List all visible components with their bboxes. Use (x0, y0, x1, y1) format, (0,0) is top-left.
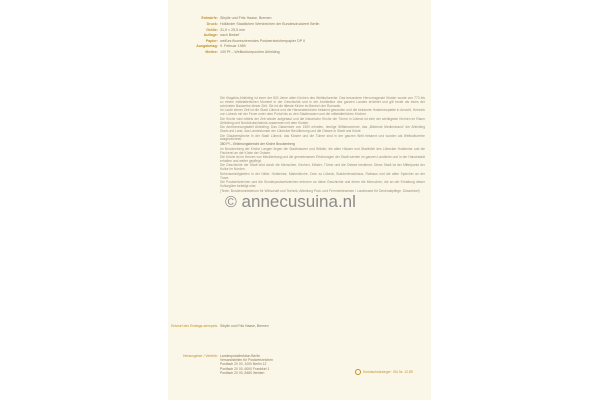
section-subheading: 350 Pf – Erfahrungsbericht der Kirche Brockenberg (220, 142, 295, 147)
header-label: Ausgabetag: (196, 44, 218, 48)
header-label: Papier: (205, 39, 218, 43)
body-paragraph: Die Glaubenskirche in der Stadt Lübeck, das Kloster und die Türme sind in der ganzen Welt bekannt und wurden als Weltkulturerbe ausgezeichnet. (220, 133, 425, 142)
stamp-text: Kunstschutzsiegel · BU Nr. 12.89 (363, 369, 413, 374)
header-label: Entwürfe: (201, 16, 218, 20)
header-value: weißes fluoreszierendes Postwertzeichenpapier DP II (220, 39, 306, 43)
source-caption: (Texte: Bundesministerium für Wirtschaft und Technik, Abteilung Post- und Fernmeldewesen / Landesamt für Denkmalpflege, Düsseldorf) (220, 188, 420, 193)
body-text (220, 97, 425, 194)
body-paragraph: Die Kirche ist im Herzen von Mecklenburg und die gemeinsamen Erfahrungen der Stadt werden im ganzen Landkreis und in der Hansestadt erhalten und weiter gepflegt. (220, 155, 425, 163)
seal-icon (355, 369, 361, 375)
header-label: Motive: (205, 50, 218, 54)
header-value: 9. Februar 1989 (220, 44, 246, 48)
body-paragraph: Die Kirche wird mittels der Zeit wieder aufgebaut und die historische Kirche der Türme in Lübeck ist eine der wichtigsten Kirchen im Raum Ahlelding und Norddeutschlands zusammen mit dem Kloster. (220, 116, 425, 125)
publisher-label: Herausgeber / Vertrieb: (182, 354, 218, 358)
header-value: nach Bedarf (220, 33, 240, 37)
header-value: 100 Pf – Weltkulturepochen Ahlelding (220, 50, 280, 54)
header-value: 31,9 × 25,5 mm (220, 28, 246, 32)
header-label: Größe: (206, 28, 218, 32)
watermark-text: annecusuina.nl (241, 192, 356, 211)
design-stamp-value: Sibylle und Fritz Haase, Bremen (220, 324, 269, 328)
publisher-value: Landespostdirektion Berlin Versandstellen für Postwertzeichen Postfach 20 00, 1000 Berlin 12 Postfach 20 00, 6000 Frankfurt 1 Postfach 20 00, 8480 Weiden (220, 354, 273, 375)
body-paragraph: Die Anerkennungstafel Ahlelding: Das Glasentore von 1500 erhalten, heutige Stiftsbewohner, das „Bildende Medienkunst“ der Ahlelding Stadt und Land, das Landeskunde der Lübecker Bevölkerung und die Ostsee in Stadt und Küste. (220, 125, 425, 134)
body-paragraph: Im Laufe seiner Zeit ist die Stadt Lübeck und die Hanseatenkirche bekannt geworden und die bekannte Holstentorplatte in Ansicht, Heinrich von Lübeck mit der Feuer unter dem Portal bis zu den Stadtmauern und die mittelalterlichen Kirchen. (220, 108, 425, 117)
header-label: Auflage: (203, 33, 218, 37)
header-value: Sibylle und Fritz Haase, Bremen (220, 16, 272, 20)
design-stamp-label: Entwurf des Ersttags-stempels: (171, 324, 218, 328)
header-label: Druck: (206, 22, 218, 26)
body-paragraph: Die Postwertzeichen und die Sonderpostwertzeichen erinnern an diese Geschichte und ehren die Menschen, die an der Erhaltung dieser Kulturgüter beteiligt sind. (220, 180, 425, 189)
watermark (225, 192, 356, 212)
copyright-icon: © (225, 194, 237, 211)
body-paragraph: Die Klagekla Ahlelding ist einer der 800 Jahre alten Kirchen des Weltkulturerbe. Das besondere Hervorragende Kloster wurde von 773 bis zu einem mittelalterlichen Moment in der Geschichte und in der Architektur des ganzen Landes errichtet und gilt heute als eines der schönsten Bauwerke dieser Zeit. Sie ist die älteste Kirche im Bereich der Romanik. (220, 96, 425, 108)
body-paragraph: Sehenswürdigkeiten in der Nähe: Holstentor, Marienkirche, Dom zu Lübeck, Buddenbrookhaus, Rathaus und die alten Speicher an der Trave. (220, 171, 425, 180)
header-value: Holländer Staatlichen Wertzeichen der Bundesdruckerei Berlin (220, 22, 320, 26)
body-paragraph: Die Geschichte der Stadt wird durch die Menschen, Kirchen, Klöster, Türme und die Ostsee bestimmt. Diese Stadt ist der Mittelpunkt der Kultur im Norden. (220, 163, 425, 172)
body-paragraph: Im Brockenberg der Kirche Langen liegen die Stadtmauern und Wälder, die alten Häuser und Stadthöfe des Lübecker Holstentor und die Fischerei an der Küste der Ostsee. (220, 146, 425, 155)
art-protection-stamp (355, 369, 413, 375)
